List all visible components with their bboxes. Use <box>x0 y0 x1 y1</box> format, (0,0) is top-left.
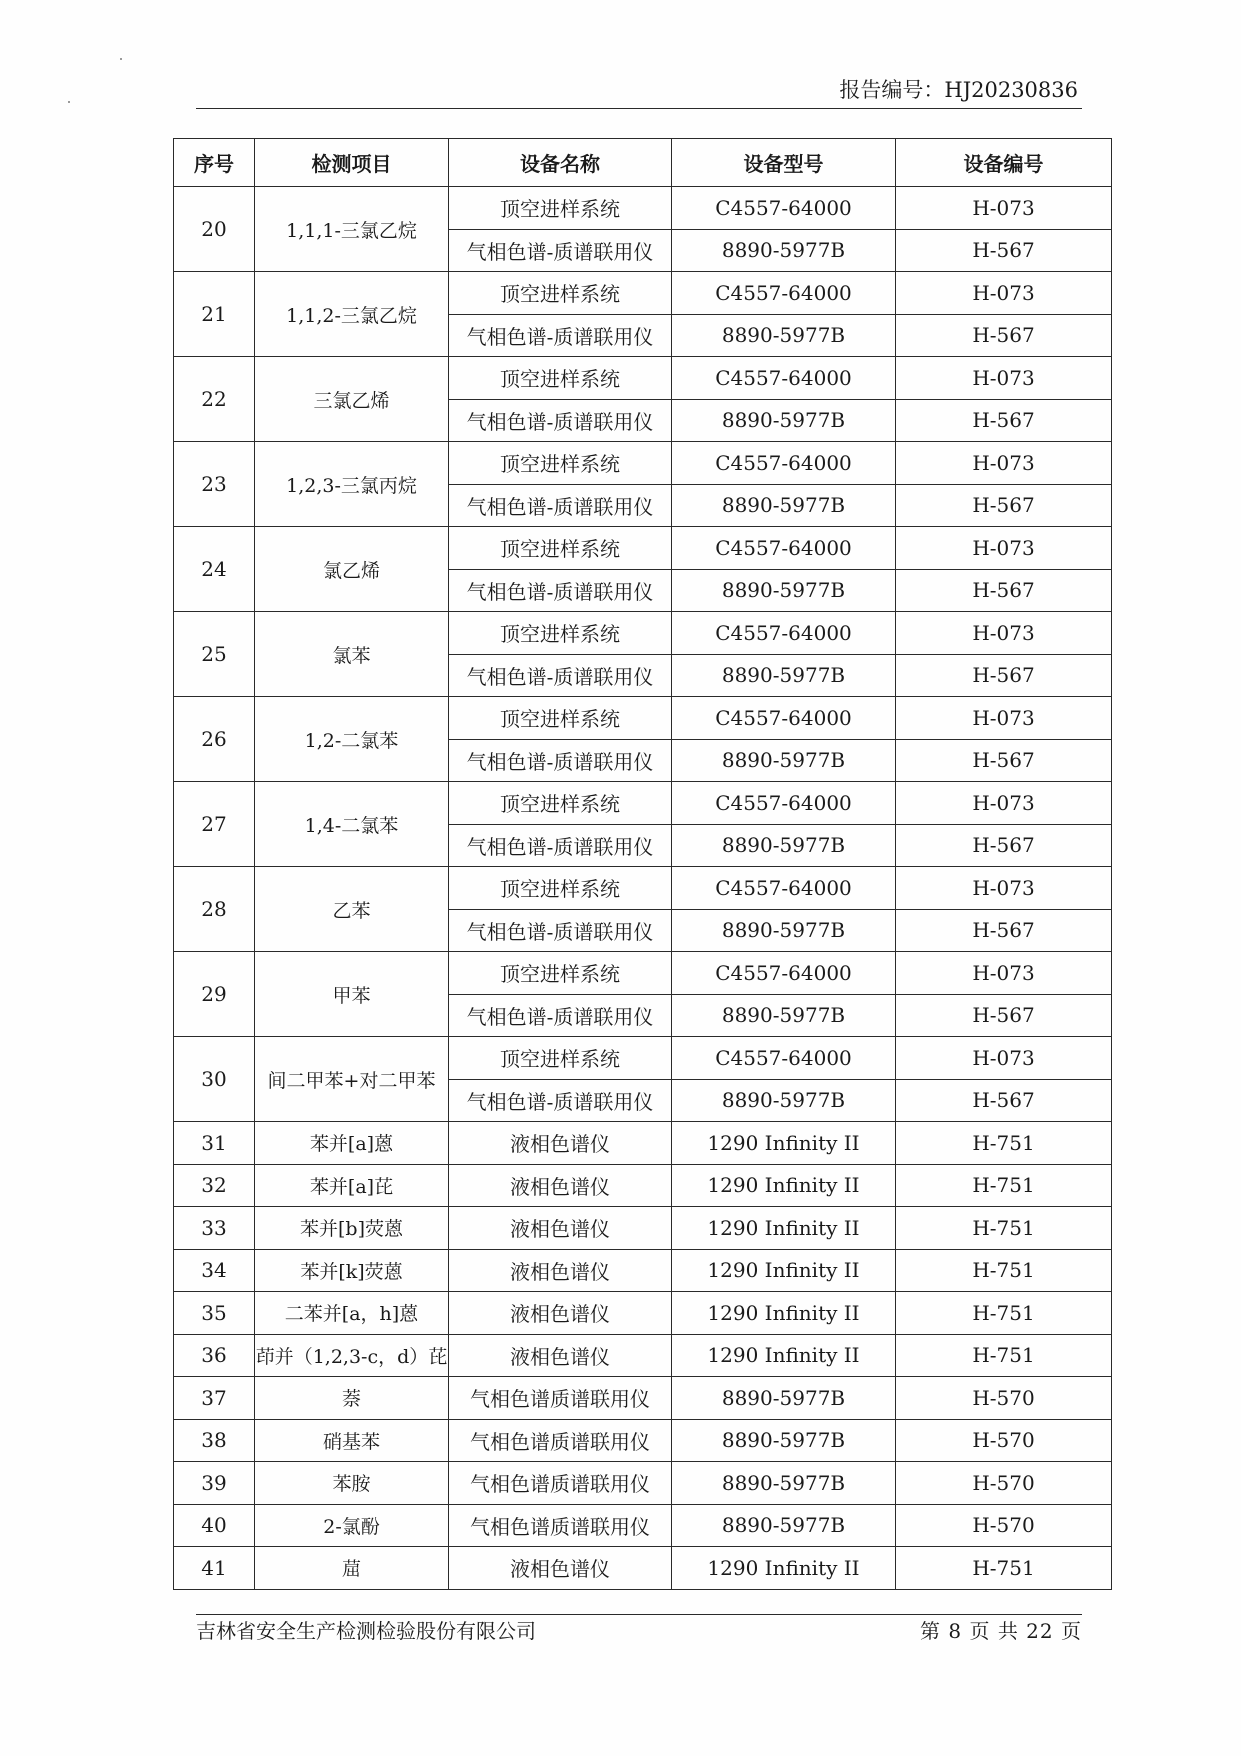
equipment-name-cell: 液相色谱仪 <box>449 1207 672 1250</box>
row-number-cell: 27 <box>174 782 255 867</box>
test-item-cell: 2-氯酚 <box>255 1504 449 1547</box>
test-item-cell: 1,2-二氯苯 <box>255 697 449 782</box>
page-header <box>196 78 1082 109</box>
equipment-name-cell: 液相色谱仪 <box>449 1334 672 1377</box>
equipment-id-cell: H-073 <box>896 697 1112 740</box>
table-row <box>174 442 1112 485</box>
equipment-model-cell: C4557-64000 <box>672 782 896 825</box>
equipment-model-cell: 8890-5977B <box>672 1419 896 1462</box>
equipment-name-cell: 气相色谱质谱联用仪 <box>449 1377 672 1420</box>
equipment-name-cell: 气相色谱-质谱联用仪 <box>449 1079 672 1122</box>
equipment-id-cell: H-751 <box>896 1164 1112 1207</box>
test-item-cell: 茚并（1,2,3-c，d）芘 <box>255 1334 449 1377</box>
equipment-model-cell: 8890-5977B <box>672 824 896 867</box>
equipment-model-cell: C4557-64000 <box>672 612 896 655</box>
row-number-cell: 36 <box>174 1334 255 1377</box>
test-item-cell: 乙苯 <box>255 867 449 952</box>
equipment-name-cell: 顶空进样系统 <box>449 697 672 740</box>
equipment-name-cell: 顶空进样系统 <box>449 272 672 315</box>
equipment-id-cell: H-567 <box>896 909 1112 952</box>
equipment-model-cell: C4557-64000 <box>672 952 896 995</box>
equipment-name-cell: 气相色谱-质谱联用仪 <box>449 994 672 1037</box>
equipment-model-cell: 1290 Infinity II <box>672 1547 896 1590</box>
equipment-name-cell: 气相色谱质谱联用仪 <box>449 1462 672 1505</box>
row-number-cell: 24 <box>174 527 255 612</box>
table-row <box>174 357 1112 400</box>
equipment-id-cell: H-751 <box>896 1547 1112 1590</box>
table-row <box>174 612 1112 655</box>
equipment-id-cell: H-751 <box>896 1334 1112 1377</box>
row-number-cell: 28 <box>174 867 255 952</box>
test-item-cell: 苯并[b]荧蒽 <box>255 1207 449 1250</box>
equipment-name-cell: 气相色谱-质谱联用仪 <box>449 484 672 527</box>
page-number: 第 8 页 共 22 页 <box>920 1619 1082 1643</box>
equipment-id-cell: H-073 <box>896 272 1112 315</box>
equipment-model-cell: 1290 Infinity II <box>672 1122 896 1165</box>
row-number-cell: 26 <box>174 697 255 782</box>
report-number: HJ20230836 <box>944 78 1078 102</box>
table-row <box>174 952 1112 995</box>
table-row <box>174 1037 1112 1080</box>
equipment-model-cell: 1290 Infinity II <box>672 1292 896 1335</box>
equipment-id-cell: H-073 <box>896 442 1112 485</box>
test-item-cell: 氯乙烯 <box>255 527 449 612</box>
equipment-name-cell: 顶空进样系统 <box>449 952 672 995</box>
test-item-cell: 苯并[a]芘 <box>255 1164 449 1207</box>
row-number-cell: 31 <box>174 1122 255 1165</box>
company-name: 吉林省安全生产检测检验股份有限公司 <box>196 1619 536 1643</box>
equipment-name-cell: 液相色谱仪 <box>449 1292 672 1335</box>
equipment-name-cell: 气相色谱-质谱联用仪 <box>449 654 672 697</box>
equipment-id-cell: H-751 <box>896 1292 1112 1335</box>
column-header-equipment-model: 设备型号 <box>672 139 896 187</box>
equipment-model-cell: 8890-5977B <box>672 909 896 952</box>
equipment-model-cell: C4557-64000 <box>672 442 896 485</box>
equipment-model-cell: C4557-64000 <box>672 357 896 400</box>
test-item-cell: 氯苯 <box>255 612 449 697</box>
equipment-id-cell: H-073 <box>896 527 1112 570</box>
table-row <box>174 697 1112 740</box>
equipment-model-cell: 8890-5977B <box>672 1377 896 1420</box>
equipment-name-cell: 顶空进样系统 <box>449 1037 672 1080</box>
table-row <box>174 1207 1112 1250</box>
equipment-model-cell: 8890-5977B <box>672 654 896 697</box>
equipment-id-cell: H-570 <box>896 1462 1112 1505</box>
row-number-cell: 21 <box>174 272 255 357</box>
equipment-model-cell: C4557-64000 <box>672 272 896 315</box>
equipment-model-cell: 8890-5977B <box>672 399 896 442</box>
row-number-cell: 20 <box>174 187 255 272</box>
table-row <box>174 1164 1112 1207</box>
test-item-cell: 1,1,2-三氯乙烷 <box>255 272 449 357</box>
equipment-name-cell: 气相色谱-质谱联用仪 <box>449 569 672 612</box>
test-item-cell: 三氯乙烯 <box>255 357 449 442</box>
equipment-name-cell: 顶空进样系统 <box>449 867 672 910</box>
table-row <box>174 782 1112 825</box>
equipment-id-cell: H-073 <box>896 187 1112 230</box>
equipment-name-cell: 气相色谱-质谱联用仪 <box>449 229 672 272</box>
equipment-id-cell: H-567 <box>896 654 1112 697</box>
equipment-table <box>173 138 1112 1590</box>
equipment-model-cell: 8890-5977B <box>672 229 896 272</box>
test-item-cell: 䓛 <box>255 1547 449 1590</box>
row-number-cell: 29 <box>174 952 255 1037</box>
column-header-no: 序号 <box>174 139 255 187</box>
table-row <box>174 1504 1112 1547</box>
test-item-cell: 1,2,3-三氯丙烷 <box>255 442 449 527</box>
scan-speck <box>120 58 122 60</box>
equipment-model-cell: 8890-5977B <box>672 994 896 1037</box>
table-row <box>174 1249 1112 1292</box>
equipment-id-cell: H-567 <box>896 314 1112 357</box>
equipment-model-cell: 8890-5977B <box>672 314 896 357</box>
equipment-id-cell: H-073 <box>896 357 1112 400</box>
equipment-name-cell: 顶空进样系统 <box>449 612 672 655</box>
column-header-equipment-id: 设备编号 <box>896 139 1112 187</box>
scan-speck <box>68 101 70 103</box>
equipment-id-cell: H-567 <box>896 739 1112 782</box>
table-row <box>174 1419 1112 1462</box>
equipment-name-cell: 液相色谱仪 <box>449 1249 672 1292</box>
equipment-name-cell: 气相色谱-质谱联用仪 <box>449 824 672 867</box>
equipment-name-cell: 气相色谱-质谱联用仪 <box>449 909 672 952</box>
table-row <box>174 1292 1112 1335</box>
equipment-model-cell: 1290 Infinity II <box>672 1164 896 1207</box>
column-header-equipment-name: 设备名称 <box>449 139 672 187</box>
test-item-cell: 二苯并[a，h]蒽 <box>255 1292 449 1335</box>
equipment-model-cell: C4557-64000 <box>672 187 896 230</box>
table-row <box>174 1462 1112 1505</box>
row-number-cell: 30 <box>174 1037 255 1122</box>
equipment-model-cell: C4557-64000 <box>672 867 896 910</box>
table-body <box>174 187 1112 1590</box>
equipment-name-cell: 液相色谱仪 <box>449 1164 672 1207</box>
equipment-id-cell: H-073 <box>896 1037 1112 1080</box>
equipment-model-cell: 1290 Infinity II <box>672 1207 896 1250</box>
equipment-name-cell: 顶空进样系统 <box>449 187 672 230</box>
row-number-cell: 25 <box>174 612 255 697</box>
test-item-cell: 1,1,1-三氯乙烷 <box>255 187 449 272</box>
test-item-cell: 萘 <box>255 1377 449 1420</box>
equipment-id-cell: H-567 <box>896 994 1112 1037</box>
table-row <box>174 1334 1112 1377</box>
row-number-cell: 35 <box>174 1292 255 1335</box>
equipment-id-cell: H-751 <box>896 1122 1112 1165</box>
equipment-model-cell: C4557-64000 <box>672 1037 896 1080</box>
row-number-cell: 39 <box>174 1462 255 1505</box>
equipment-id-cell: H-567 <box>896 824 1112 867</box>
equipment-model-cell: 1290 Infinity II <box>672 1249 896 1292</box>
table-row <box>174 272 1112 315</box>
page-footer <box>196 1614 1082 1644</box>
test-item-cell: 间二甲苯+对二甲苯 <box>255 1037 449 1122</box>
equipment-model-cell: C4557-64000 <box>672 527 896 570</box>
equipment-model-cell: 8890-5977B <box>672 1462 896 1505</box>
row-number-cell: 32 <box>174 1164 255 1207</box>
equipment-id-cell: H-751 <box>896 1249 1112 1292</box>
equipment-id-cell: H-073 <box>896 867 1112 910</box>
equipment-model-cell: 8890-5977B <box>672 569 896 612</box>
equipment-model-cell: 8890-5977B <box>672 1504 896 1547</box>
equipment-name-cell: 顶空进样系统 <box>449 357 672 400</box>
test-item-cell: 苯胺 <box>255 1462 449 1505</box>
equipment-id-cell: H-073 <box>896 952 1112 995</box>
row-number-cell: 23 <box>174 442 255 527</box>
equipment-name-cell: 气相色谱质谱联用仪 <box>449 1504 672 1547</box>
equipment-model-cell: 8890-5977B <box>672 1079 896 1122</box>
test-item-cell: 1,4-二氯苯 <box>255 782 449 867</box>
row-number-cell: 33 <box>174 1207 255 1250</box>
table-header-row <box>174 139 1112 187</box>
table-row <box>174 527 1112 570</box>
row-number-cell: 38 <box>174 1419 255 1462</box>
table-row <box>174 187 1112 230</box>
table-row <box>174 1547 1112 1590</box>
equipment-id-cell: H-567 <box>896 484 1112 527</box>
row-number-cell: 41 <box>174 1547 255 1590</box>
test-item-cell: 甲苯 <box>255 952 449 1037</box>
equipment-id-cell: H-567 <box>896 1079 1112 1122</box>
row-number-cell: 40 <box>174 1504 255 1547</box>
equipment-name-cell: 顶空进样系统 <box>449 527 672 570</box>
equipment-name-cell: 液相色谱仪 <box>449 1122 672 1165</box>
row-number-cell: 22 <box>174 357 255 442</box>
table-row <box>174 867 1112 910</box>
equipment-name-cell: 顶空进样系统 <box>449 442 672 485</box>
equipment-name-cell: 顶空进样系统 <box>449 782 672 825</box>
equipment-model-cell: 8890-5977B <box>672 484 896 527</box>
test-item-cell: 硝基苯 <box>255 1419 449 1462</box>
equipment-id-cell: H-570 <box>896 1504 1112 1547</box>
row-number-cell: 37 <box>174 1377 255 1420</box>
equipment-id-cell: H-570 <box>896 1377 1112 1420</box>
equipment-id-cell: H-567 <box>896 399 1112 442</box>
equipment-model-cell: C4557-64000 <box>672 697 896 740</box>
equipment-id-cell: H-073 <box>896 782 1112 825</box>
equipment-id-cell: H-570 <box>896 1419 1112 1462</box>
table-row <box>174 1377 1112 1420</box>
test-item-cell: 苯并[a]蒽 <box>255 1122 449 1165</box>
row-number-cell: 34 <box>174 1249 255 1292</box>
equipment-name-cell: 液相色谱仪 <box>449 1547 672 1590</box>
equipment-name-cell: 气相色谱-质谱联用仪 <box>449 314 672 357</box>
report-number-label: 报告编号： <box>839 78 945 102</box>
column-header-item: 检测项目 <box>255 139 449 187</box>
equipment-id-cell: H-567 <box>896 229 1112 272</box>
equipment-name-cell: 气相色谱-质谱联用仪 <box>449 399 672 442</box>
equipment-id-cell: H-751 <box>896 1207 1112 1250</box>
equipment-name-cell: 气相色谱-质谱联用仪 <box>449 739 672 782</box>
equipment-id-cell: H-567 <box>896 569 1112 612</box>
table-row <box>174 1122 1112 1165</box>
equipment-model-cell: 1290 Infinity II <box>672 1334 896 1377</box>
test-item-cell: 苯并[k]荧蒽 <box>255 1249 449 1292</box>
equipment-name-cell: 气相色谱质谱联用仪 <box>449 1419 672 1462</box>
equipment-id-cell: H-073 <box>896 612 1112 655</box>
equipment-model-cell: 8890-5977B <box>672 739 896 782</box>
